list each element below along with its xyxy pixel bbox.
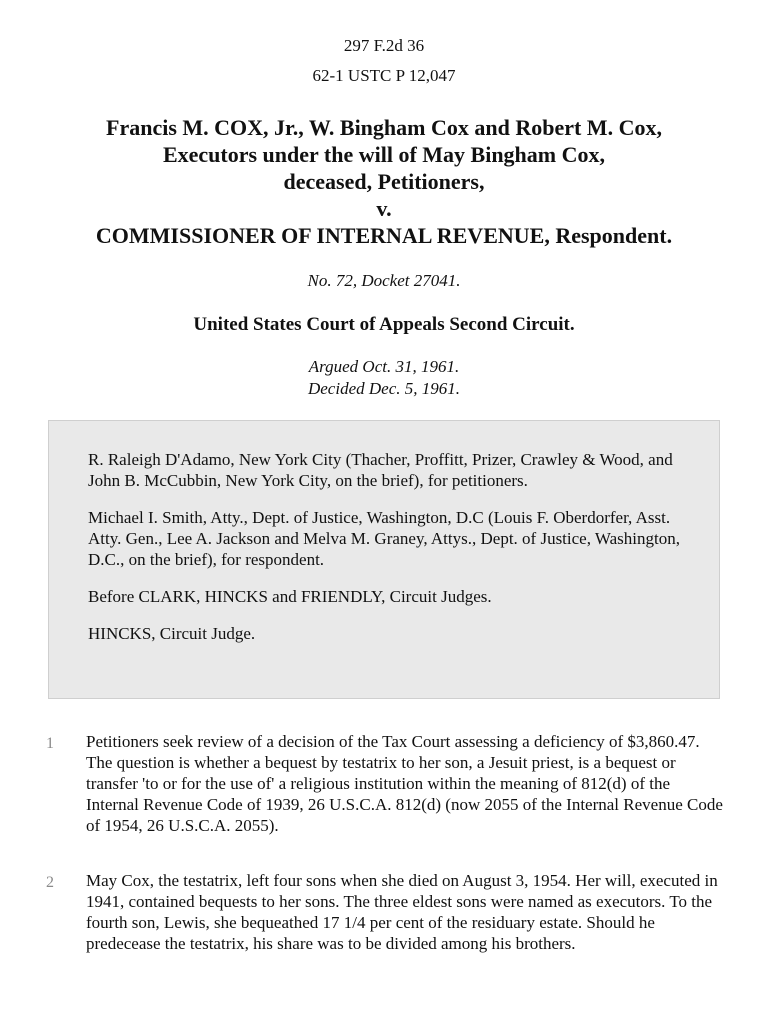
ustc-citation: 62-1 USTC P 12,047 <box>312 66 456 85</box>
petitioners-counsel: R. Raleigh D'Adamo, New York City (Thacher, Proffitt, Prizer, Crawley & Wood, and John B. McCubbin, New York City, on the brief), for petitioners. <box>88 450 673 490</box>
caption-line: v. <box>376 196 392 221</box>
docket-number: No. 72, Docket 27041. <box>307 271 461 290</box>
reporter-citation: 297 F.2d 36 <box>343 36 425 55</box>
judges-panel: Before CLARK, HINCKS and FRIENDLY, Circuit Judges. <box>88 587 492 606</box>
court-name: United States Court of Appeals Second Circuit. <box>193 314 575 335</box>
respondent-counsel: Michael I. Smith, Atty., Dept. of Justice, Washington, D.C (Louis F. Oberdorfer, Asst. Atty. Gen., Lee A. Jackson and Melva M. Graney, Attys., Dept. of Justice, Washington, D.C., on the brief), for respondent. <box>88 508 680 569</box>
caption-line: Francis M. COX, Jr., W. Bingham Cox and Robert M. Cox, <box>106 115 662 140</box>
opinion-paragraph: Petitioners seek review of a decision of the Tax Court assessing a deficiency of $3,860.47. The question is whether a bequest by testatrix to her son, a Jesuit priest, is a bequest or transfer 'to or for the use of' a religious institution within the meaning of 812(d) of the Internal Revenue Code of 1939, 26 U.S.C.A. 812(d) (now 2055 of the Internal Revenue Code of 1954, 26 U.S.C.A. 2055). <box>86 732 723 835</box>
caption-line: COMMISSIONER OF INTERNAL REVENUE, Respondent. <box>95 223 673 248</box>
argued-date: Argued Oct. 31, 1961. <box>308 357 460 376</box>
counsel-box <box>48 420 720 699</box>
opinion-author: HINCKS, Circuit Judge. <box>88 624 256 643</box>
case-caption <box>0 114 768 249</box>
opinion-paragraph: May Cox, the testatrix, left four sons when she died on August 3, 1954. Her will, executed in 1941, contained bequests to her sons. The three eldest sons were named as executors. To the fourth son, Lewis, she bequeathed 17 1/4 per cent of the residuary estate. Should he predecease the testatrix, his share was to be divided among his brothers. <box>86 871 718 953</box>
decided-date: Decided Dec. 5, 1961. <box>307 379 460 398</box>
caption-line: Executors under the will of May Bingham Cox, <box>162 142 606 167</box>
paragraph-number: 2 <box>46 874 54 891</box>
paragraph-number: 1 <box>46 735 54 752</box>
caption-line: deceased, Petitioners, <box>283 169 485 194</box>
